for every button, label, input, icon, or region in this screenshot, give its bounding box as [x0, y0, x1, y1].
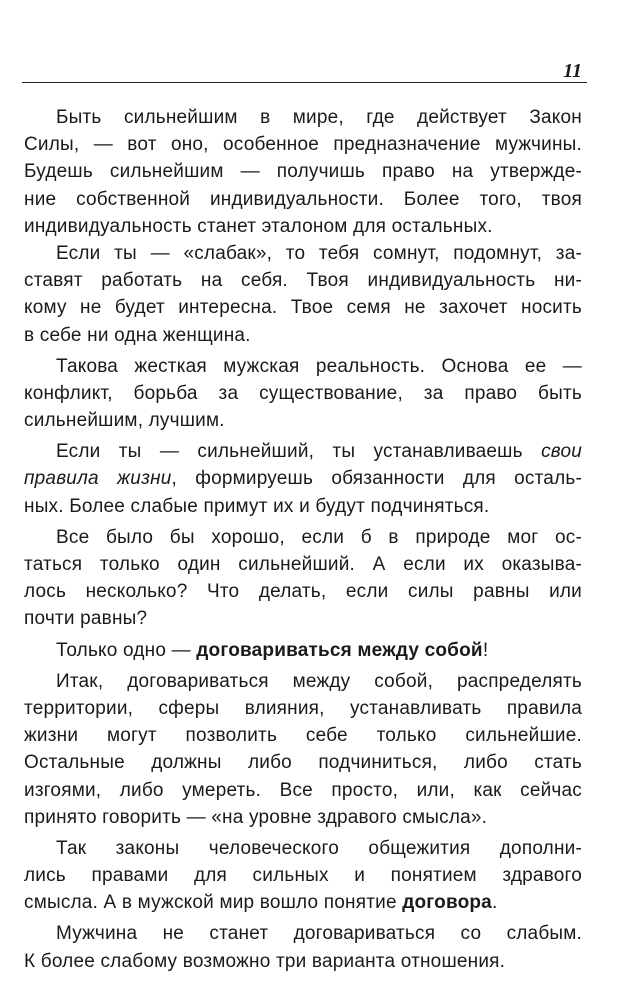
text-line: Быть сильнейшим в мире, где действует Закон: [56, 107, 582, 128]
text-line: К более слабому возможно три варианта отношения.: [24, 950, 506, 972]
italic-phrase: правила жизни: [24, 468, 172, 490]
text-line: таться только один сильнейший. А если их оказыва-: [24, 554, 582, 575]
text-line: изгоями, либо умереть. Все просто, или, как сейчас: [24, 779, 582, 801]
text-line: территории, сферы влияния, устанавливать правила: [24, 697, 582, 719]
text-line: Так законы человеческого общежития дополни-: [56, 837, 582, 859]
text-line: индивидуальность станет эталоном для остальных.: [24, 215, 493, 237]
text-line: конфликт, борьба за существование, за право быть: [24, 382, 582, 404]
text-line: Итак, договариваться между собой, распределять: [56, 670, 582, 692]
text-line: кому не будет интересна. Твое семя не захочет носить: [24, 297, 582, 319]
text-line: лось несколько? Что делать, если силы равны или: [24, 581, 582, 603]
text-line: ных. Более слабые примут их и будут подчиняться.: [24, 495, 490, 517]
text-line: Все было бы хорошо, если б в природе мог ос-: [56, 526, 582, 548]
text-segment: смысла. А в мужской мир вошло понятие: [24, 892, 397, 914]
text-line: [24, 438, 582, 465]
text-line: Мужчина не станет договариваться со слабым.: [56, 923, 582, 945]
text-line: сильнейшим, лучшим.: [24, 410, 225, 432]
text-line: ние собственной индивидуальности. Более того, твоя: [24, 188, 582, 210]
text-line: [24, 637, 582, 664]
bold-phrase: договора: [402, 892, 492, 914]
text-line: Остальные должны либо подчиниться, либо стать: [24, 752, 582, 774]
text-line: [24, 889, 582, 916]
text-line: в себе ни одна женщина.: [24, 324, 251, 346]
text-line: [24, 465, 582, 492]
text-segment: , формируешь обязанности для осталь-: [171, 468, 582, 490]
text-line: Такова жесткая мужская реальность. Основа ее —: [56, 355, 582, 377]
text-segment: .: [491, 892, 498, 914]
text-line: жизни могут позволить себе только сильнейшие.: [24, 725, 582, 747]
header-rule: [22, 82, 587, 83]
text-segment: !: [482, 639, 489, 661]
bold-phrase: договариваться между собой: [196, 639, 483, 661]
page-header: [22, 60, 582, 82]
page-number: 11: [563, 60, 582, 82]
text-line: лись правами для сильных и понятием здравого: [24, 865, 582, 887]
body-text: [24, 104, 582, 975]
text-line: почти равны?: [24, 608, 148, 630]
text-line: Если ты — «слабак», то тебя сомнут, подомнут, за-: [56, 242, 582, 264]
italic-phrase: свои: [541, 441, 582, 463]
text-line: Будешь сильнейшим — получишь право на утвержде-: [24, 161, 582, 183]
text-line: Силы, — вот оно, особенное предназначение мужчины.: [24, 134, 582, 156]
text-line: принято говорить — «на уровне здравого смысла».: [24, 806, 488, 828]
text-segment: Если ты — сильнейший, ты устанавливаешь: [56, 441, 523, 463]
text-line: ставят работать на себя. Твоя индивидуальность ни-: [24, 270, 582, 292]
text-segment: Только одно —: [56, 639, 191, 661]
